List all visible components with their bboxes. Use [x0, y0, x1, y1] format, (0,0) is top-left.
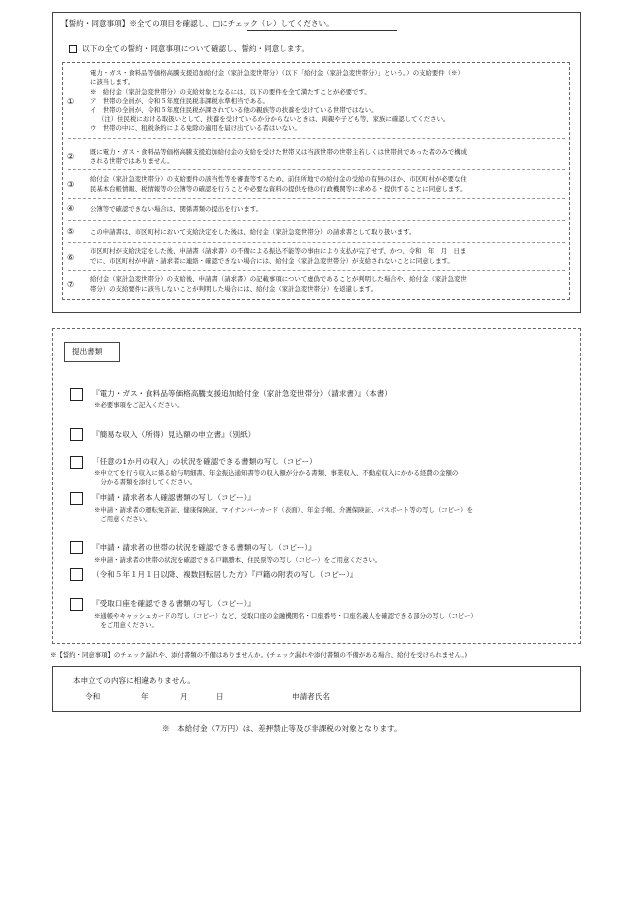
pledge-item-7-number: ⑦ [67, 280, 75, 289]
agree-all-checkbox[interactable] [69, 45, 77, 53]
doc-5-title: 『申請・請求者の世帯の状況を確認できる書類の写し（コピー）』 [92, 543, 316, 552]
declaration-statement: 本申立ての内容に相違ありません。 [73, 676, 195, 685]
applicant-name-label: 申請者氏名 [292, 692, 330, 701]
pledge-item-6-number: ⑥ [67, 253, 75, 262]
doc-1-note-1: ※必要事項をご記入ください。 [94, 401, 184, 409]
doc-7-note-1: ※通帳やキャッシュカードの写し（コピー）など、受取口座の金融機関名・口座番号・口座名義人を確認できる部分の写し（コピー） [94, 612, 477, 620]
pledge-item-1-line-5: イ 世帯の全員が、令和５年度住民税が課されている他の親族等の扶養を受けている世帯ではない。 [90, 106, 378, 114]
pledge-divider [68, 220, 565, 221]
pledge-item-3-line-2: 民基本台帳情報、税情報等の公簿等の確認を行うことや必要な資料の提供を他の行政機関等に求める・提供することに同意します。 [90, 185, 467, 193]
date-day-label: 日 [216, 692, 224, 701]
doc-2-title: 『簡易な収入（所得）見込額の申立書』（別紙） [92, 430, 256, 439]
doc-7-note-2: をご用意ください。 [94, 621, 158, 629]
doc-4-checkbox[interactable] [70, 492, 83, 505]
documents-title: 提出書類 [72, 347, 103, 356]
doc-1-checkbox[interactable] [70, 388, 83, 401]
pledge-item-4-number: ④ [67, 204, 75, 213]
doc-3-checkbox[interactable] [70, 456, 83, 469]
doc-7-checkbox[interactable] [70, 598, 83, 611]
agree-all-label: 以下の全ての誓約・同意事項について確認し、誓約・同意します。 [82, 44, 310, 53]
doc-3-title: 「任意の1か月の収入」の状況を確認できる書類の写し（コピー） [92, 457, 317, 466]
pledge-item-4-line-1: 公簿等で確認できない場合は、関係書類の提出を行います。 [90, 205, 263, 213]
doc-3-note-2: 分かる書類を添付してください。 [94, 478, 197, 486]
pledge-divider [68, 169, 565, 170]
pledge-item-1-line-4: ア 世帯の全員が、令和５年度住民税非課税水準相当である。 [90, 97, 269, 105]
doc-7-title: 『受取口座を確認できる書類の写し（コピー）』 [92, 599, 255, 608]
doc-1-title: 『電力・ガス・食料品等価格高騰支援追加給付金（家計急変世帯分）（請求書）』（本書） [92, 389, 392, 398]
date-year-label: 年 [141, 692, 149, 701]
pledge-item-1-line-6: （注）住民税における取扱いとして、扶養を受けているか分からないときは、両親や子ども等、家族に確認してください。 [98, 115, 450, 123]
doc-5-checkbox[interactable] [70, 541, 83, 554]
footer-note: ※ 本給付金（7万円）は、差押禁止等及び非課税の対象となります。 [162, 724, 402, 733]
pledge-divider [68, 198, 565, 199]
pledge-item-6-line-1: 市区町村が支給決定をした後、申請書（請求書）の不備による振込不能等の事由により支払が完了せず、かつ、令和 年 月 日ま [90, 247, 467, 255]
pledge-item-2-line-2: される世帯ではありません。 [90, 157, 174, 165]
doc-3-note-1: ※申立てを行う収入に係る給与明細書、年金振込通知書等の収入額が分かる書類、事業収入、不動産収入にかかる経費の金額の [94, 469, 459, 477]
pledge-header: 【誓約・同意事項】※全ての項目を確認し、□にチェック（レ）してください。 [61, 19, 334, 28]
pledge-item-6-line-2: でに、市区町村が申請・請求者に連絡・確認できない場合には、給付金（家計急変世帯分）が支給されないことに同意します。 [90, 257, 454, 265]
pledge-item-1-line-7: ウ 世帯の中に、租税条約による免除の適用を届け出ている者はいない。 [90, 124, 301, 132]
pledge-item-2-line-1: 既に電力・ガス・食料品等価格高騰支援追加給付金の支給を受けた世帯又は当該世帯の世帯主若しくは世帯員であった者のみで構成 [90, 148, 467, 156]
pledge-divider [68, 270, 565, 271]
pledge-item-1-line-3: ※ 給付金（家計急変世帯分）の支給対象となるには、以下の要件を全て満たすことが必要です。 [90, 88, 371, 96]
declaration-box [52, 666, 581, 712]
doc-2-checkbox[interactable] [70, 428, 83, 441]
pledge-item-1-number: ① [67, 97, 75, 106]
pledge-item-2-number: ② [67, 152, 75, 161]
pledge-divider [68, 242, 565, 243]
doc-6-title: （令和５年１月１日以降、複数回転居した方）『戸籍の附表の写し（コピー）』 [92, 570, 358, 579]
pledge-item-3-line-1: 給付金（家計急変世帯分）の支給要件の該当性等を審査等するため、前住所地での給付金の受給の有無のほか、市区町村が必要な住 [90, 175, 467, 183]
date-era: 令和 [85, 692, 101, 701]
pledge-item-7-line-2: 帯分）の支給要件に該当しないことが判明した場合には、給付金（家計急変世帯分）を返還します。 [90, 285, 378, 293]
pledge-item-5-number: ⑤ [67, 227, 75, 236]
doc-5-note-1: ※申請・請求者の世帯の状況を確認できる戸籍謄本、住民票等の写し（コピー）をご用意ください。 [94, 556, 382, 564]
date-month-label: 月 [180, 692, 188, 701]
pledge-item-3-number: ③ [67, 180, 75, 189]
pledge-item-1-line-2: に該当します。 [90, 78, 135, 86]
pledge-divider [68, 138, 565, 139]
pledge-item-5-line-1: この申請書は、市区町村において支給決定をした後は、給付金（家計急変世帯分）の請求書として取り扱います。 [90, 228, 416, 236]
pledge-header-underline [247, 30, 397, 31]
doc-4-title: 『申請・請求者本人確認書類の写し（コピー）』 [92, 493, 255, 502]
pledge-item-1-line-1: 電力・ガス・食料品等価格高騰支援追加給付金（家計急変世帯分）（以下「給付金（家計急変世帯分）」という。）の支給要件（※） [90, 69, 464, 77]
doc-4-note-2: ご用意ください。 [94, 515, 152, 523]
pledge-item-7-line-1: 給付金（家計急変世帯分）の支給後、申請書（請求書）の記載事項について虚偽であることが判明した場合や、給付金（家計急変世 [90, 275, 467, 283]
doc-6-checkbox[interactable] [70, 568, 83, 581]
checklist-warning: ※【誓約・同意事項】のチェック漏れや、添付書類の不備はありませんか。(チェック漏れや添付書類の不備がある場合、給付を受けられません。) [50, 651, 468, 659]
doc-4-note-1: ※申請・請求者の運転免許証、健康保険証、マイナンバーカード（表面）、年金手帳、介護保険証、パスポート等の写し（コピー）を [94, 506, 473, 514]
